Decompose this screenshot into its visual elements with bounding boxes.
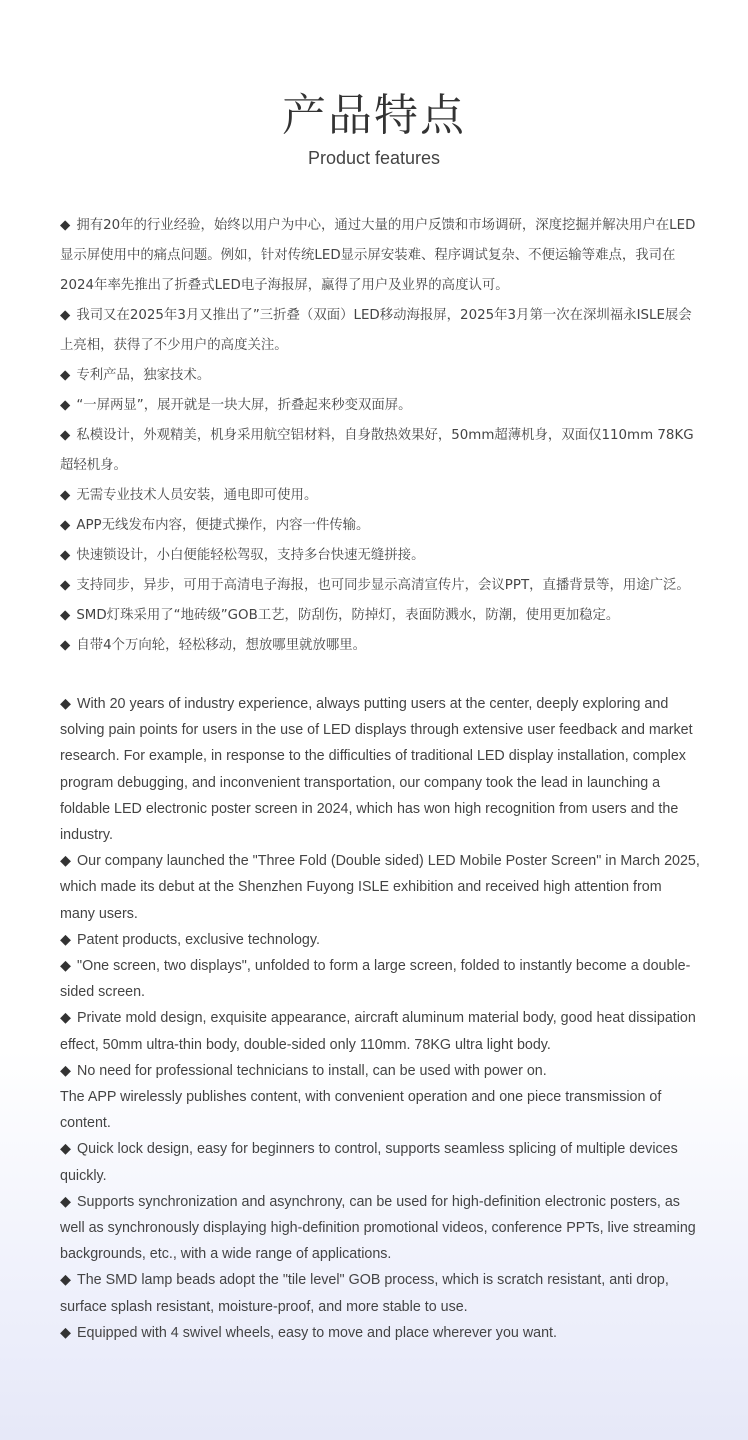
feature-text-en: Our company launched the "Three Fold (Double sided) LED Mobile Poster Screen" in March 2025, which made its debut at the Shenzhen Fuyong ISLE exhibition and received high attention from many users. (60, 853, 700, 922)
title-block (0, 88, 748, 170)
feature-item-cn (60, 211, 700, 301)
feature-text-cn: SMD灯珠采用了“地砖级”GOB工艺，防刮伤，防掉灯，表面防溅水，防潮，使用更加稳定。 (76, 608, 620, 623)
feature-text-cn: 无需专业技术人员安装，通电即可使用。 (76, 488, 318, 503)
feature-text-cn: APP无线发布内容，便捷式操作，内容一件传输。 (76, 518, 370, 533)
feature-item-cn (60, 481, 700, 511)
feature-text-cn: “一屏两显”，展开就是一块大屏，折叠起来秒变双面屏。 (76, 398, 412, 413)
diamond-bullet-icon: ◆ (60, 518, 71, 533)
diamond-bullet-icon: ◆ (60, 398, 71, 413)
diamond-bullet-icon: ◆ (60, 578, 71, 593)
feature-item-en (60, 1058, 700, 1084)
feature-item-cn (60, 601, 700, 631)
diamond-bullet-icon: ◆ (60, 638, 71, 653)
diamond-bullet-icon: ◆ (60, 1062, 71, 1079)
feature-item-cn (60, 301, 700, 361)
page-title-en: Product features (307, 148, 441, 168)
feature-item-cn (60, 631, 700, 661)
diamond-bullet-icon: ◆ (60, 308, 71, 323)
feature-text-cn: 自带4个万向轮，轻松移动，想放哪里就放哪里。 (76, 638, 367, 653)
feature-item-en (60, 1136, 700, 1188)
diamond-bullet-icon: ◆ (60, 853, 71, 870)
diamond-bullet-icon: ◆ (60, 1272, 71, 1289)
feature-item-cn (60, 511, 700, 541)
feature-text-en: No need for professional technicians to install, can be used with power on. (77, 1062, 547, 1079)
features-list-cn (60, 211, 700, 661)
feature-text-cn: 专利产品，独家技术。 (76, 368, 211, 383)
diamond-bullet-icon: ◆ (60, 488, 71, 503)
diamond-bullet-icon: ◆ (60, 608, 71, 623)
feature-item-cn (60, 541, 700, 571)
feature-item-en (60, 1320, 700, 1346)
diamond-bullet-icon: ◆ (60, 548, 71, 563)
diamond-bullet-icon: ◆ (60, 218, 71, 233)
feature-item-en (60, 848, 700, 927)
feature-text-cn: 拥有20年的行业经验，始终以用户为中心，通过大量的用户反馈和市场调研，深度挖掘并解决用户在LED显示屏使用中的痛点问题。例如，针对传统LED显示屏安装难、程序调试复杂、不便运输等难点，我司在2024年率先推出了折叠式LED电子海报屏，赢得了用户及业界的高度认可。 (60, 218, 696, 293)
feature-text-en: "One screen, two displays", unfolded to form a large screen, folded to instantly become a double-sided screen. (60, 958, 691, 1001)
feature-text-cn: 支持同步，异步，可用于高清电子海报，也可同步显示高清宣传片，会议PPT，直播背景等，用途广泛。 (76, 578, 690, 593)
feature-item-en (60, 1189, 700, 1268)
feature-item-en (60, 1267, 700, 1319)
feature-text-en: The APP wirelessly publishes content, with convenient operation and one piece transmission of content. (60, 1089, 662, 1132)
feature-item-cn (60, 421, 700, 481)
diamond-bullet-icon: ◆ (60, 696, 71, 712)
diamond-bullet-icon: ◆ (60, 1193, 71, 1210)
feature-item-cn (60, 571, 700, 601)
feature-text-en: Quick lock design, easy for beginners to control, supports seamless splicing of multiple devices quickly. (60, 1141, 678, 1184)
feature-item-en (60, 953, 700, 1005)
feature-text-en: Supports synchronization and asynchrony, can be used for high-definition electronic posters, as well as synchronously displaying high-definition promotional videos, conference PPTs, live streaming backgrounds, etc., with a wide range of applications. (60, 1193, 696, 1263)
diamond-bullet-icon: ◆ (60, 958, 71, 975)
feature-item-cn (60, 361, 700, 391)
feature-item-en (60, 927, 700, 953)
features-list-en (60, 691, 700, 1346)
feature-item-en (60, 1005, 700, 1057)
page-title-cn: 产品特点 (282, 90, 466, 141)
feature-item-en (60, 691, 700, 848)
diamond-bullet-icon: ◆ (60, 428, 71, 443)
feature-text-en: Private mold design, exquisite appearance, aircraft aluminum material body, good heat dissipation effect, 50mm ultra-thin body, double-sided only 110mm. 78KG ultra light body. (60, 1010, 696, 1053)
diamond-bullet-icon: ◆ (60, 368, 71, 383)
feature-text-cn: 私模设计，外观精美，机身采用航空铝材料，自身散热效果好，50mm超薄机身，双面仅110mm 78KG超轻机身。 (60, 428, 694, 473)
feature-text-cn: 快速锁设计，小白便能轻松驾驭，支持多台快速无缝拼接。 (76, 548, 425, 563)
feature-text-en: Equipped with 4 swivel wheels, easy to move and place wherever you want. (77, 1324, 557, 1341)
diamond-bullet-icon: ◆ (60, 1010, 71, 1027)
diamond-bullet-icon: ◆ (60, 1141, 71, 1158)
feature-text-en: Patent products, exclusive technology. (77, 931, 320, 948)
feature-text-cn: 我司又在2025年3月又推出了”三折叠（双面）LED移动海报屏，2025年3月第一次在深圳福永ISLE展会上亮相，获得了不少用户的高度关注。 (60, 308, 692, 353)
diamond-bullet-icon: ◆ (60, 931, 71, 948)
feature-text-en: The SMD lamp beads adopt the "tile level" GOB process, which is scratch resistant, anti drop, surface splash resistant, moisture-proof, and more stable to use. (60, 1272, 669, 1315)
feature-item-cn (60, 391, 700, 421)
feature-item-en (60, 1084, 700, 1136)
feature-text-en: With 20 years of industry experience, always putting users at the center, deeply exploring and solving pain points for users in the use of LED displays through extensive user feedback and market research. For example, in response to the difficulties of traditional LED display installation, complex program debugging, and inconvenient transportation, our company took the lead in launching a foldable LED electronic poster screen in 2024, which has won high recognition from users and the industry. (60, 696, 693, 844)
diamond-bullet-icon: ◆ (60, 1324, 71, 1341)
